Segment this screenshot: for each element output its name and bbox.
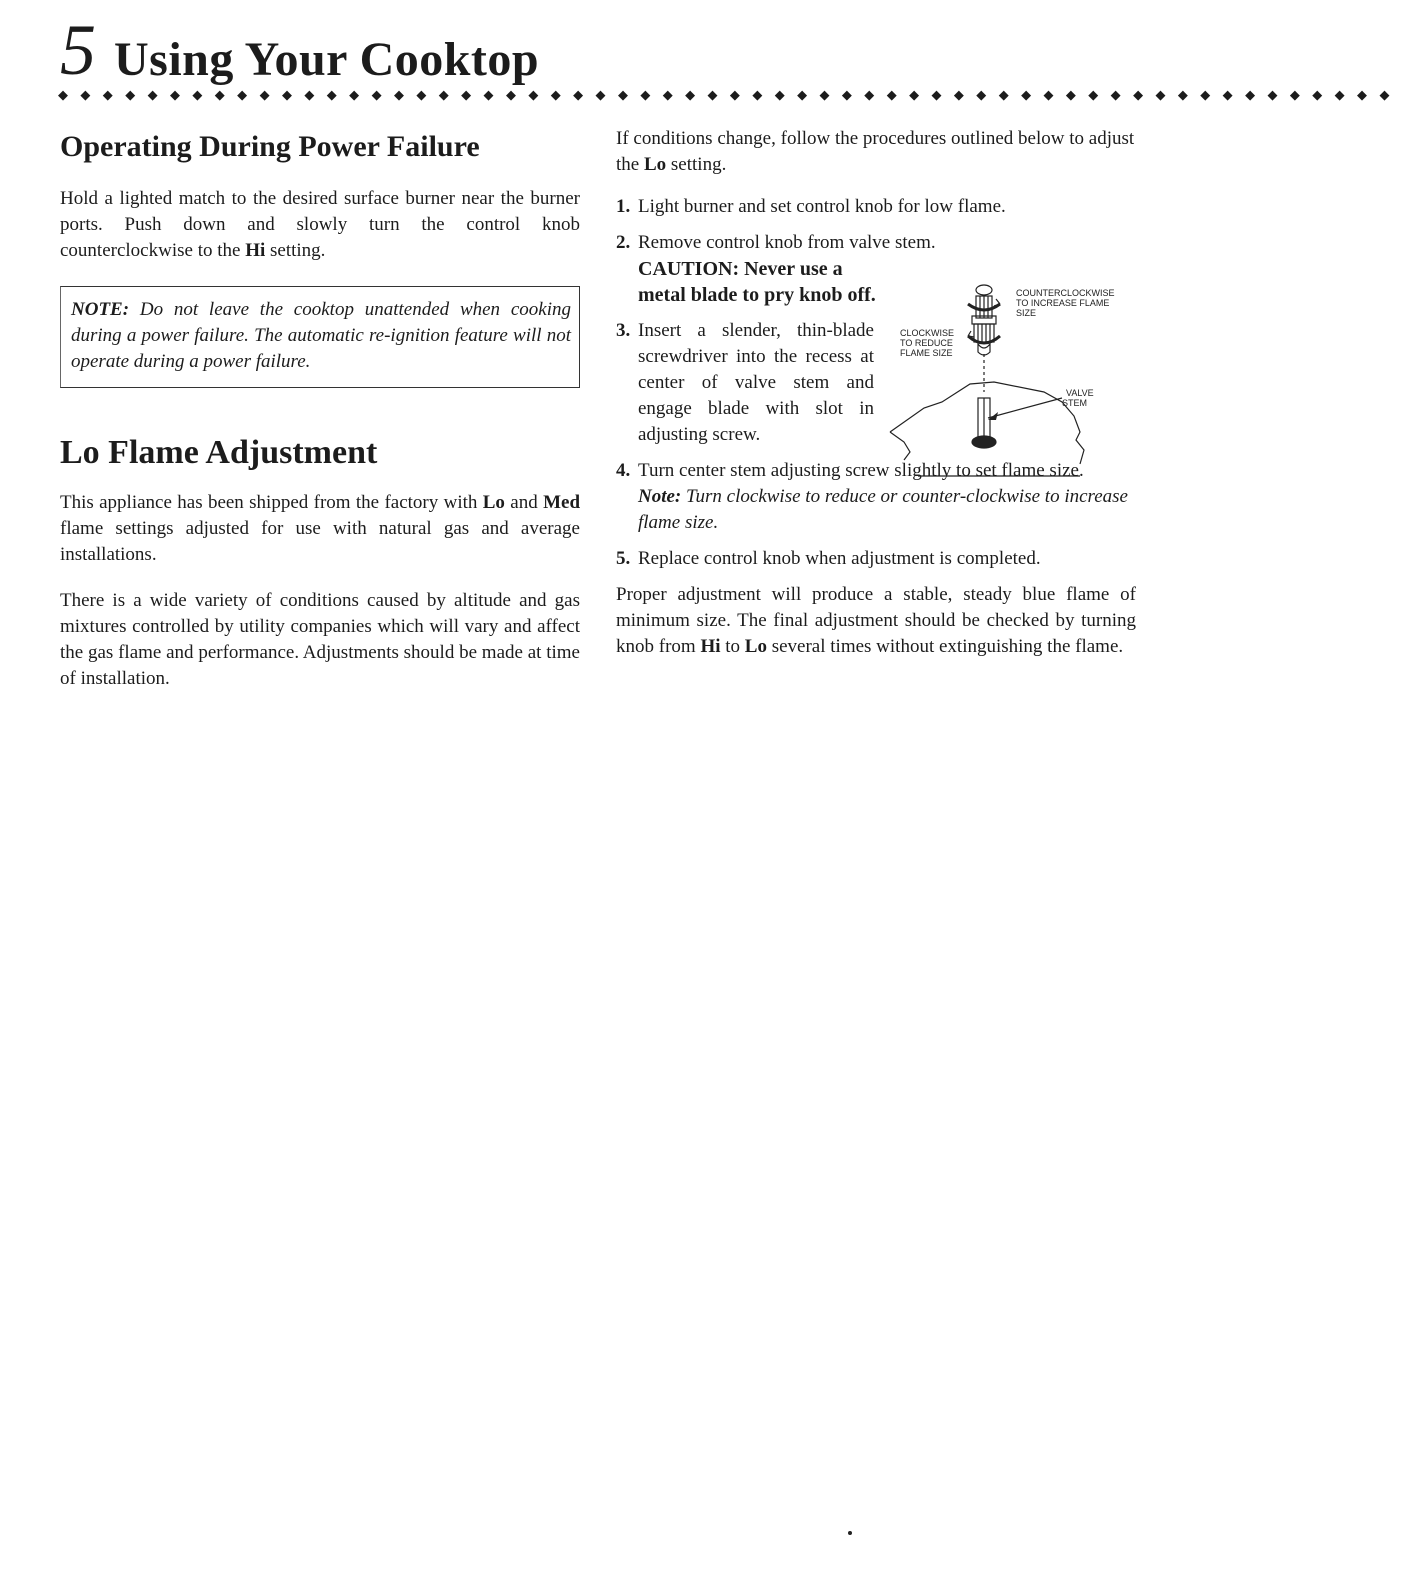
lo-flame-paragraph-2: There is a wide variety of conditions caused by altitude and gas mixtures controlled by utility companies which will vary and affect the gas flame and performance. Adjustments should be made at time of installation. — [60, 590, 580, 689]
diagram-label-cw-1: CLOCKWISE — [900, 328, 955, 338]
step-2: 2. Remove control knob from valve stem. CAUTION: Never use a metal blade to pry knob off. — [616, 232, 936, 306]
step-3: 3. Insert a slender, thin-blade screwdriver into the recess at center of valve stem and engage blade with slot in adjusting screw. — [616, 320, 874, 445]
diagram-label-ccw-2: TO INCREASE FLAME — [1016, 298, 1110, 308]
diagram-label-cw-2: TO REDUCE — [900, 338, 953, 348]
note-label: NOTE: — [71, 299, 130, 320]
lo-flame-paragraph-1: This appliance has been shipped from the factory with Lo and Med flame settings adjusted for use with natural gas and average installations. — [60, 492, 581, 565]
step-4-note: Note: Turn clockwise to reduce or counter-clockwise to increase flame size. — [638, 486, 1128, 533]
step-4: 4. Turn center stem adjusting screw slightly to set flame size. Note: Turn clockwise to reduce or counter-clockwise to increase flame size. — [616, 458, 1136, 536]
caution-text: CAUTION: Never use a metal blade to pry knob off. — [638, 258, 876, 306]
diagram-label-ccw-1: COUNTERCLOCKWISE — [1016, 288, 1115, 298]
diagram-label-cw-3: FLAME SIZE — [900, 348, 953, 358]
diagram-label-ccw-3: SIZE — [1016, 308, 1037, 318]
proper-adjustment-paragraph: Proper adjustment will produce a stable, steady blue flame of minimum size. The final adjustment should be checked by turning knob from Hi to Lo several times without extinguishing the flame. — [616, 584, 1136, 657]
page-title: Using Your Cooktop — [114, 33, 540, 86]
diagram-label-valve-1: VALVE — [1066, 388, 1094, 398]
page-mark-dot — [848, 1531, 852, 1535]
note-text: Do not leave the cooktop unattended when cooking during a power failure. The automatic re-ignition feature will not operate during a power failure. — [71, 299, 571, 372]
chapter-number: 5 — [60, 10, 96, 90]
step-5: 5. Replace control knob when adjustment is completed. — [616, 548, 1041, 569]
lo-flame-heading: Lo Flame Adjustment — [60, 434, 378, 471]
step-1: 1. Light burner and set control knob for low flame. — [616, 196, 1006, 217]
valve-stem-diagram — [884, 280, 1148, 486]
power-failure-heading: Operating During Power Failure — [60, 130, 480, 163]
diamond-divider: ◆◆◆◆◆◆◆◆◆◆◆◆◆◆◆◆◆◆◆◆◆◆◆◆◆◆◆◆◆◆◆◆◆◆◆◆◆◆◆◆◆◆◆◆◆◆◆◆◆◆◆◆◆◆◆◆◆◆◆◆ — [58, 87, 1402, 102]
power-failure-paragraph: Hold a lighted match to the desired surface burner near the burner ports. Push down and slowly turn the control knob counterclockwise to the Hi setting. — [60, 188, 580, 261]
adjust-intro: If conditions change, follow the procedures outlined below to adjust the Lo setting. — [616, 128, 1135, 175]
left-column — [60, 124, 580, 692]
diagram-label-valve-2: STEM — [1062, 398, 1088, 408]
knob-and-stem-illustration — [890, 285, 1084, 476]
power-failure-note-box — [60, 286, 580, 388]
